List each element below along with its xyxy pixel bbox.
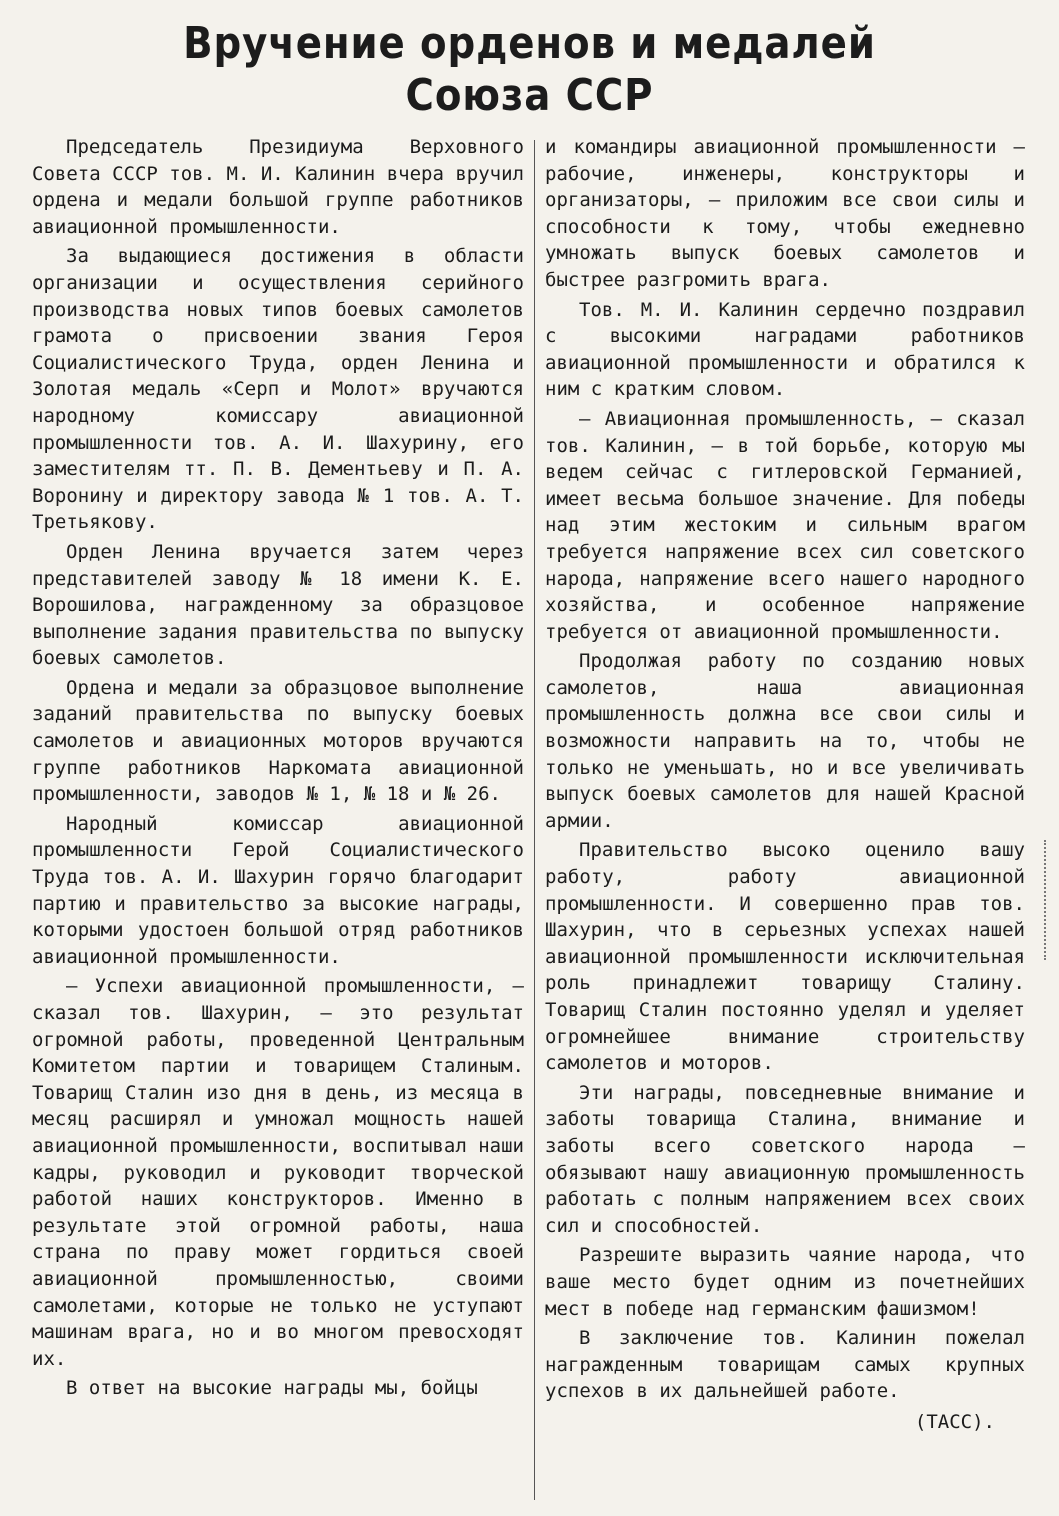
headline-line-2: Союза ССР: [405, 70, 654, 121]
paragraph: Ордена и медали за образцовое выполнение заданий правительства по выпуску боевых самолетов и авиационных моторов вручаются группе работников Наркомата авиационной промышленности, заводов № 1, № 18 и № 26.: [32, 676, 524, 806]
paragraph: Разрешите выразить чаяние народа, что ваше место будет одним из почетнейших мест в победе над германским фашизмом!: [545, 1244, 1025, 1320]
column-divider: [534, 140, 535, 1500]
left-column: [32, 134, 524, 1405]
right-column: [545, 134, 1025, 1439]
paragraph: За выдающиеся достижения в области организации и осуществления серийного производства новых типов боевых самолетов грамота о присвоении звания Героя Социалистического Труда, орден Ленина и Золотая медаль «Серп и Молот» вручаются народному комиссару авиационной промышленности тов. А. И. Шахурину, его заместителям тт. П. В. Дементьеву и П. А. Воронину и директору завода № 1 тов. А. Т. Третьякову.: [32, 245, 524, 534]
paragraph: Орден Ленина вручается затем через представителей заводу № 18 имени К. Е. Ворошилова, награжденному за образцовое выполнение задания правительства по выпуску боевых самолетов.: [32, 540, 524, 670]
headline: [64, 18, 996, 122]
paragraph: Эти награды, повседневные внимание и заботы товарища Сталина, внимание и заботы всего советского народа — обязывают нашу авиационную промышленность работать с полным напряжением всех своих сил и способностей.: [545, 1081, 1025, 1237]
signature: (ТАСС).: [914, 1410, 995, 1433]
paragraph: Тов. М. И. Калинин сердечно поздравил с высокими наградами работников авиационной промышленности и обратился к ним с кратким словом.: [545, 298, 1025, 401]
paragraph: В ответ на высокие награды мы, бойцы: [66, 1377, 478, 1400]
paragraph: В заключение тов. Калинин пожелал награжденным товарищам самых крупных успехов в их дальнейшей работе.: [545, 1327, 1025, 1403]
paragraph: Правительство высоко оценило вашу работу, работу авиационной промышленности. И совершенно прав тов. Шахурин, что в серьезных успехах нашей авиационной промышленности исключительная роль принадлежит товарищу Сталину. Товарищ Сталин постоянно уделял и уделяет огромнейшее внимание строительству самолетов и моторов.: [545, 839, 1025, 1075]
page-edge-fragment: [1044, 840, 1054, 960]
paragraph: — Авиационная промышленность, — сказал тов. Калинин, — в той борьбе, которую мы ведем сейчас с гитлеровской Германией, имеет весьма большое значение. Для победы над этим жестоким и сильным врагом требуется напряжение всех сил советского народа, напряжение всего нашего народного хозяйства, и особенное напряжение требуется от авиационной промышленности.: [545, 407, 1025, 643]
paragraph: — Успехи авиационной промышленности, — сказал тов. Шахурин, — это результат огромной работы, проведенной Центральным Комитетом партии и товарищем Сталиным. Товарищ Сталин изо дня в день, из месяца в месяц расширял и умножал мощность нашей авиационной промышленности, воспитывал наши кадры, руководил и руководит творческой работой наших конструкторов. Именно в результате этой огромной работы, наша страна по праву может гордиться своей авиационной промышленностью, своими самолетами, которые не только не уступают машинам врага, но и во многом превосходят их.: [32, 975, 524, 1370]
paragraph: Председатель Президиума Верховного Совета СССР тов. М. И. Калинин вчера вручил ордена и медали большой группе работников авиационной промышленности.: [32, 136, 524, 238]
headline-line-1: Вручение орденов и медалей: [183, 18, 876, 69]
paragraph: Народный комиссар авиационной промышленности Герой Социалистического Труда тов. А. И. Шахурин горячо благодарит партию и правительство за высокие награды, которыми удостоен большой отряд работников авиационной промышленности.: [32, 812, 524, 968]
paragraph: Продолжая работу по созданию новых самолетов, наша авиационная промышленность должна все свои силы и возможности направить на то, чтобы не только не уменьшать, но и все увеличивать выпуск боевых самолетов для нашей Красной армии.: [545, 650, 1025, 832]
paragraph-continuation: и командиры авиационной промышленности — рабочие, инженеры, конструкторы и организаторы, — приложим все свои силы и способности к тому, чтобы ежедневно умножать выпуск боевых самолетов и быстрее разгромить врага.: [545, 136, 1025, 291]
